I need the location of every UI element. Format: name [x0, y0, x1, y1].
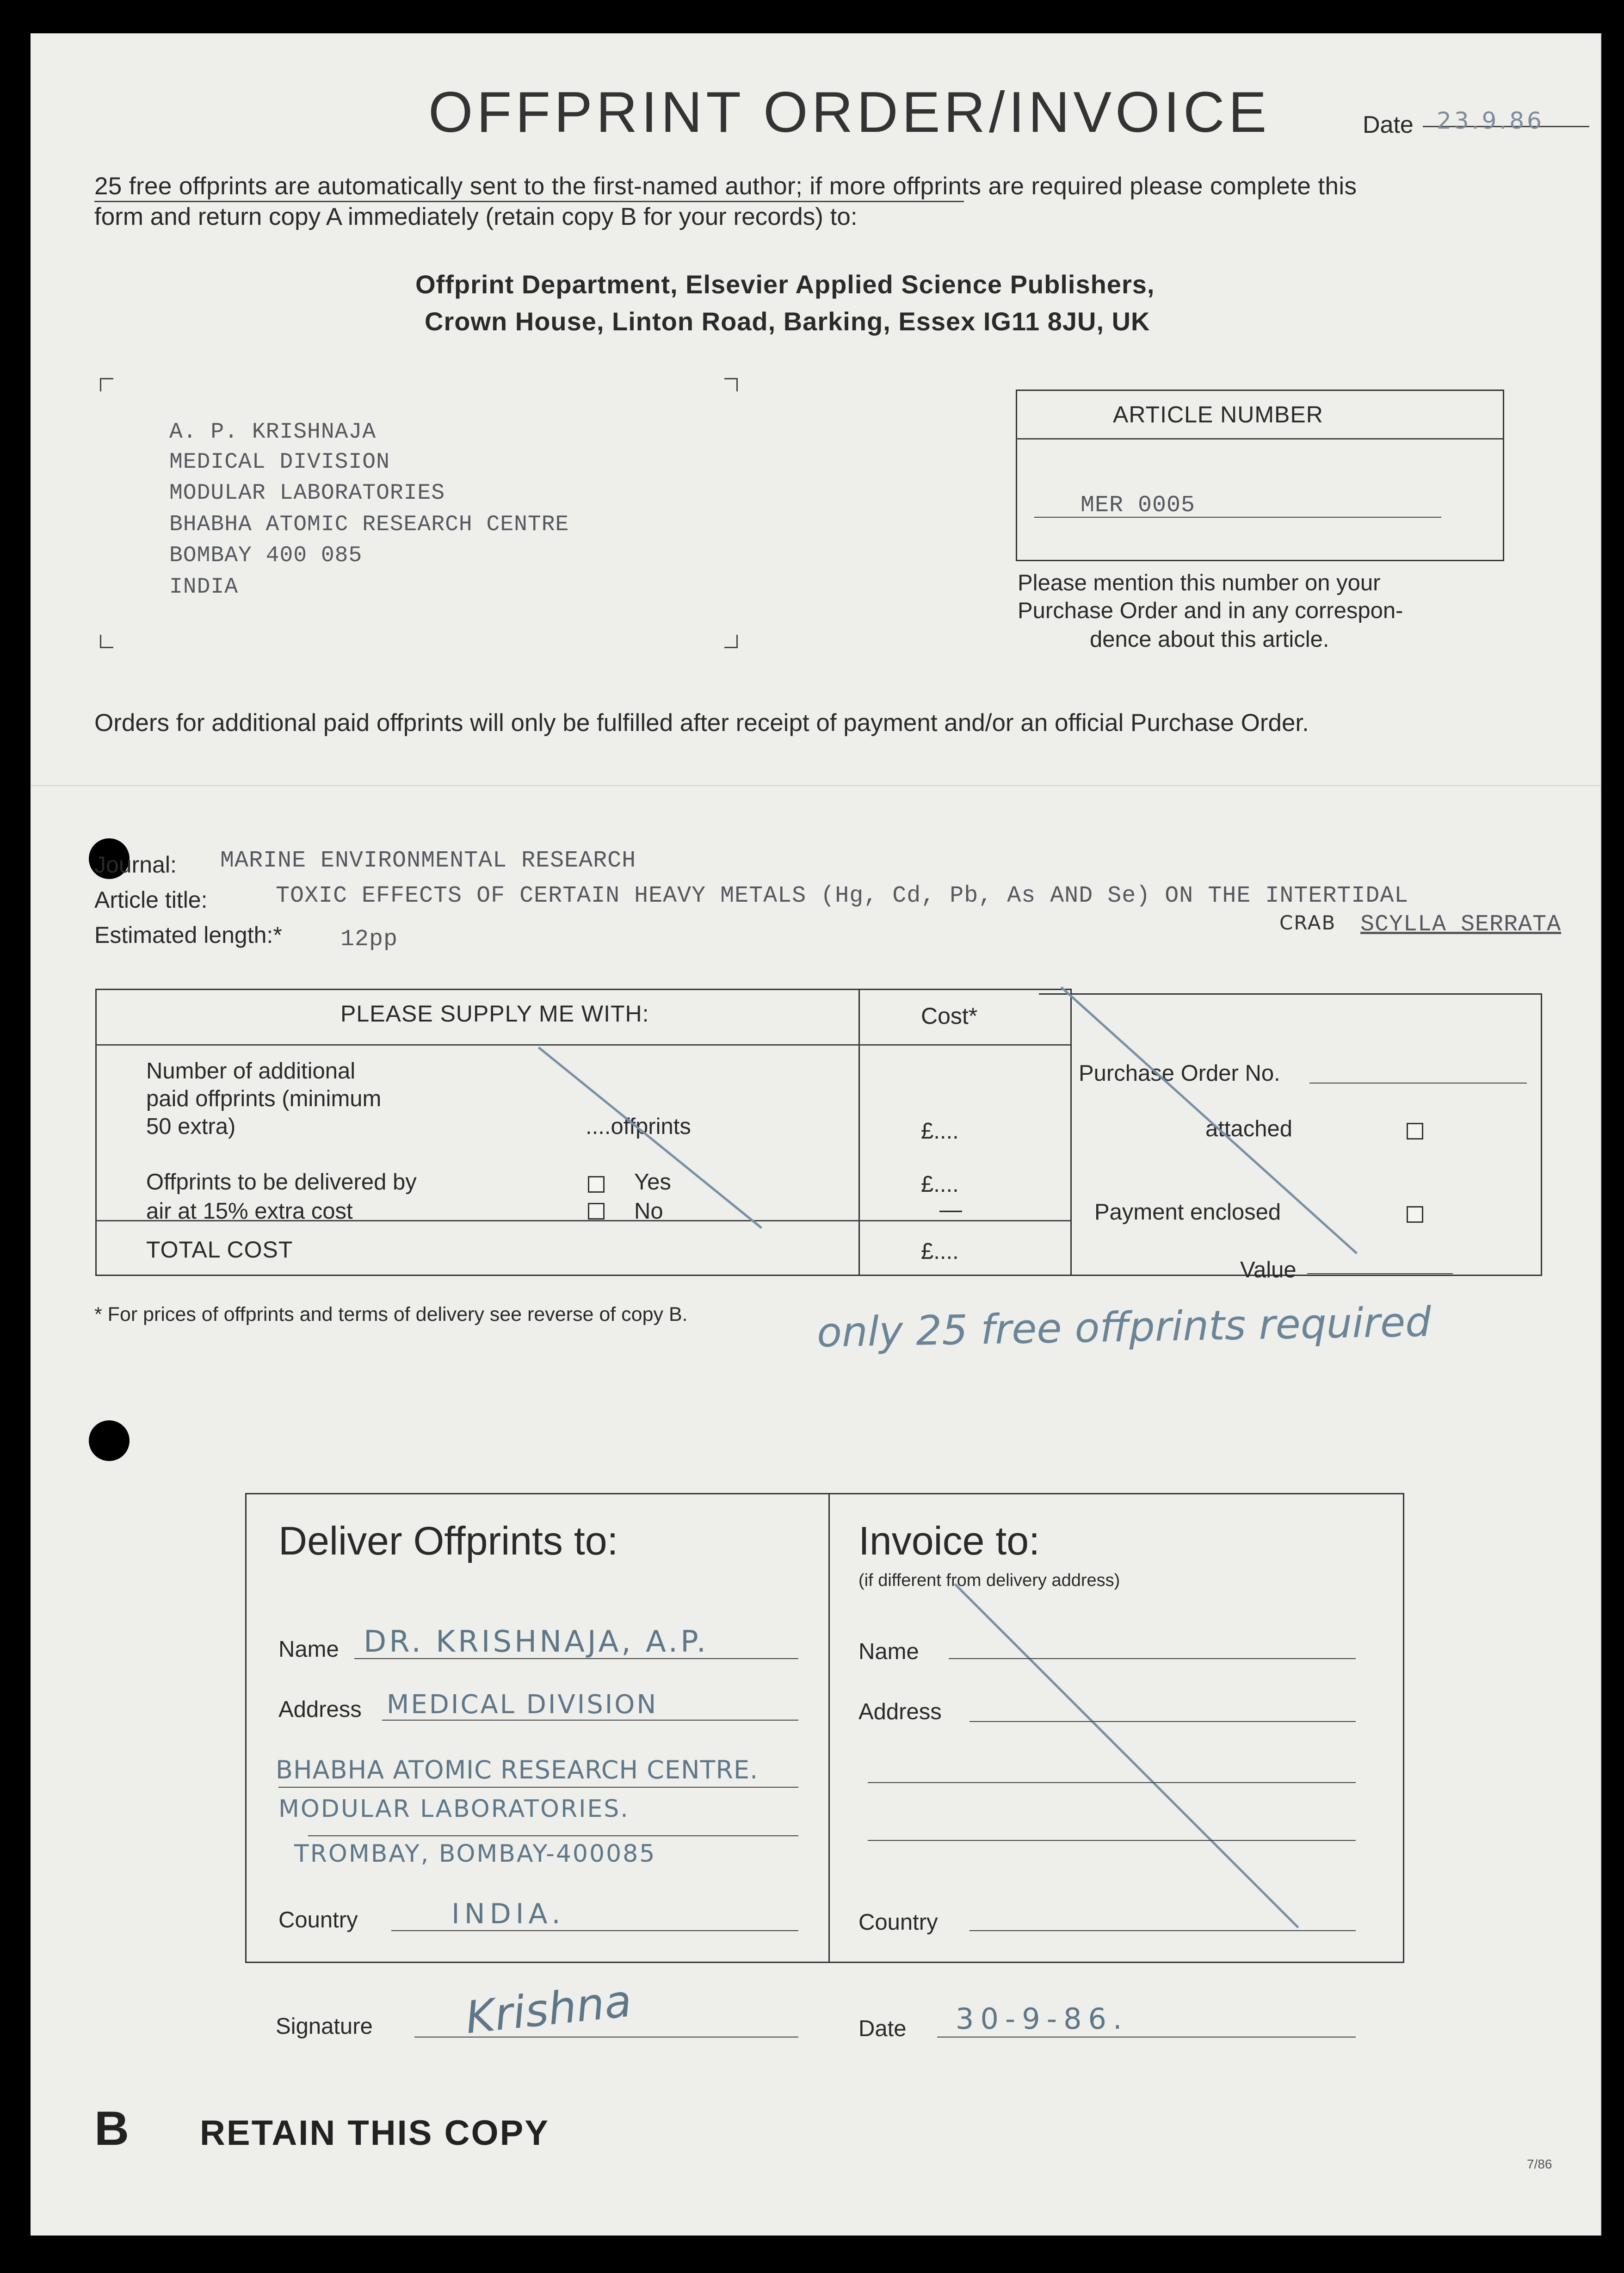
attached-checkbox[interactable] — [1407, 1123, 1423, 1140]
total-cost-label: TOTAL COST — [146, 1237, 293, 1263]
retain-copy-label: RETAIN THIS COPY — [200, 2113, 550, 2153]
journal-value: MARINE ENVIRONMENTAL RESEARCH — [220, 848, 636, 874]
article-number-value: MER 0005 — [1081, 492, 1196, 519]
purchase-order-field[interactable] — [1309, 1083, 1527, 1084]
address-line-1: A. P. KRISHNAJA — [169, 420, 377, 445]
row2-cost-dash: — — [939, 1197, 962, 1222]
table-header-cost: Cost* — [921, 1003, 978, 1029]
row1-cost[interactable]: £.... — [921, 1119, 959, 1144]
address-line-2: MEDICAL DIVISION — [169, 450, 390, 475]
article-note-1: Please mention this number on your — [1018, 570, 1381, 595]
date-value: 23.9.86 — [1437, 107, 1544, 134]
article-number-header: ARTICLE NUMBER — [1113, 402, 1323, 427]
copy-letter: B — [94, 2102, 130, 2155]
article-title-label: Article title: — [94, 887, 208, 913]
invoice-heading: Invoice to: — [858, 1519, 1040, 1563]
estimated-length-label: Estimated length:* — [94, 922, 282, 948]
row1-line-2: paid offprints (minimum — [146, 1086, 382, 1111]
row1-offprints[interactable]: ....offprints — [586, 1114, 691, 1139]
deliver-country-value[interactable]: INDIA. — [451, 1898, 565, 1930]
invoice-address-label: Address — [858, 1699, 942, 1724]
form-code: 7/86 — [1527, 2157, 1552, 2171]
handwritten-note: only 25 free offprints required — [816, 1298, 1432, 1356]
article-note-3: dence about this article. — [1090, 627, 1329, 652]
invoice-country-field[interactable] — [969, 1930, 1356, 1931]
form-title: OFFPRINT ORDER/INVOICE — [428, 81, 1271, 144]
invoice-address-field-2[interactable] — [868, 1782, 1356, 1783]
payment-enclosed-label: Payment enclosed — [1094, 1200, 1281, 1225]
payment-enclosed-checkbox[interactable] — [1407, 1206, 1423, 1223]
deliver-country-label: Country — [278, 1908, 358, 1932]
intro-line-1: 25 free offprints are automatically sent to the first-named author; if more offprints are required please complete this — [94, 173, 1357, 200]
deliver-address-3[interactable]: MODULAR LABORATORIES. — [278, 1795, 630, 1823]
row1-line-3: 50 extra) — [146, 1114, 236, 1139]
deliver-name-label: Name — [278, 1637, 339, 1662]
orders-note: Orders for additional paid offprints will only be fulfilled after receipt of payment and/or an official Purchase Order. — [94, 709, 1309, 737]
address-line-3: MODULAR LABORATORIES — [169, 481, 445, 506]
sign-date-value[interactable]: 30-9-86. — [956, 2002, 1129, 2036]
deliver-address-label: Address — [278, 1697, 362, 1722]
article-note-2: Purchase Order and in any correspon- — [1018, 598, 1403, 623]
air-yes-checkbox[interactable] — [588, 1176, 605, 1193]
invoice-country-label: Country — [858, 1910, 938, 1935]
invoice-subheading: (if different from delivery address) — [858, 1571, 1120, 1590]
row1-line-1: Number of additional — [146, 1059, 356, 1084]
article-title-value-2: SCYLLA SERRATA — [1360, 911, 1562, 938]
row2-line-1: Offprints to be delivered by — [146, 1170, 417, 1195]
deliver-heading: Deliver Offprints to: — [278, 1519, 618, 1563]
invoice-address-field-1[interactable] — [969, 1721, 1356, 1722]
air-yes-label: Yes — [634, 1170, 671, 1195]
signature-label: Signature — [276, 2014, 373, 2039]
address-line-4: BHABHA ATOMIC RESEARCH CENTRE — [169, 512, 569, 537]
punch-hole-bottom — [89, 1420, 130, 1461]
article-title-value-1: TOXIC EFFECTS OF CERTAIN HEAVY METALS (Hg, Cd, Pb, As AND Se) ON THE INTERTIDAL — [276, 883, 1409, 909]
department-line-2: Crown House, Linton Road, Barking, Essex IG11 8JU, UK — [425, 307, 1150, 336]
journal-label: Journal: — [94, 852, 177, 878]
form-sheet — [31, 33, 1601, 2236]
sign-date-label: Date — [858, 2016, 907, 2041]
value-field[interactable] — [1307, 1273, 1453, 1274]
air-no-checkbox[interactable] — [588, 1203, 605, 1220]
table-header-supply: PLEASE SUPPLY ME WITH: — [340, 1001, 649, 1027]
address-line-5: BOMBAY 400 085 — [169, 543, 363, 568]
invoice-name-label: Name — [858, 1639, 919, 1664]
invoice-name-field[interactable] — [949, 1658, 1356, 1659]
signature-value[interactable]: Krishna — [463, 1975, 634, 2044]
date-label: Date — [1363, 111, 1414, 138]
article-title-hand-crab: CRAB — [1279, 911, 1336, 934]
invoice-address-field-3[interactable] — [868, 1840, 1356, 1841]
row2-cost[interactable]: £.... — [921, 1172, 959, 1197]
total-cost-value[interactable]: £.... — [921, 1239, 959, 1264]
value-label: Value — [1240, 1257, 1297, 1282]
attached-label: attached — [1205, 1116, 1292, 1141]
deliver-address-2[interactable]: BHABHA ATOMIC RESEARCH CENTRE. — [276, 1755, 759, 1784]
address-line-6: INDIA — [169, 575, 239, 600]
deliver-address-1[interactable]: MEDICAL DIVISION — [387, 1690, 658, 1720]
department-line-1: Offprint Department, Elsevier Applied Science Publishers, — [415, 270, 1155, 299]
estimated-length-value: 12pp — [340, 926, 398, 953]
deliver-name-value[interactable]: DR. KRISHNAJA, A.P. — [364, 1625, 709, 1659]
footnote: * For prices of offprints and terms of delivery see reverse of copy B. — [94, 1303, 688, 1325]
air-no-label: No — [634, 1199, 663, 1224]
purchase-order-label: Purchase Order No. — [1079, 1061, 1280, 1086]
deliver-address-4[interactable]: TROMBAY, BOMBAY-400085 — [294, 1840, 656, 1868]
intro-line-2: form and return copy A immediately (retain copy B for your records) to: — [94, 203, 858, 230]
row2-line-2: air at 15% extra cost — [146, 1199, 353, 1224]
